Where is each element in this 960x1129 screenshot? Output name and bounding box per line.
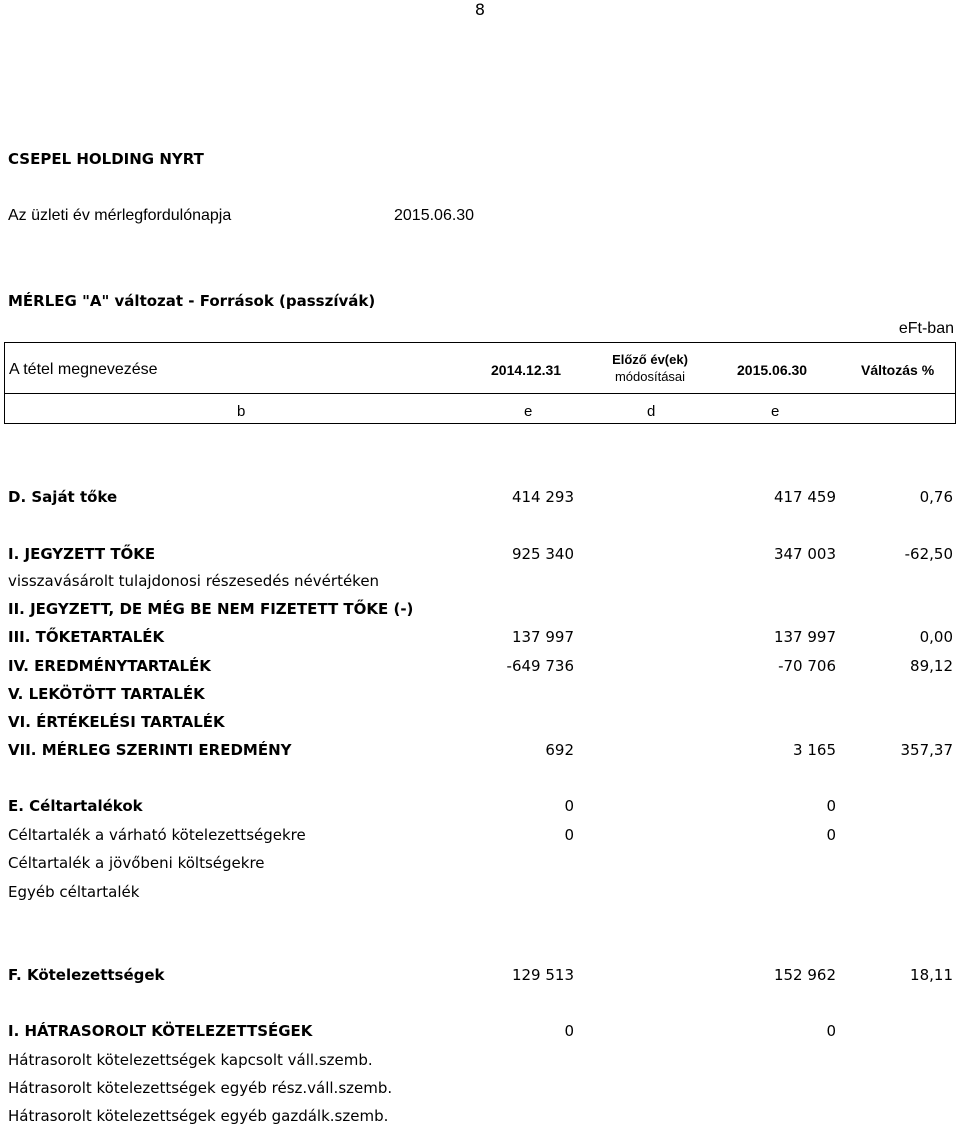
row-label: D. Saját tőke [8, 488, 118, 506]
table-row [0, 966, 960, 988]
value-2015-06-30: 347 003 [773, 545, 836, 563]
value-change-percent: 18,11 [910, 966, 953, 984]
header-sub-col2: d [647, 403, 656, 420]
table-row [0, 545, 960, 567]
header-prior-adjustments-line2: módosításai [614, 369, 686, 384]
table-row [0, 1051, 960, 1073]
row-label: visszavásárolt tulajdonosi részesedés névértéken [8, 572, 380, 590]
company-name: CSEPEL HOLDING NYRT [8, 150, 204, 168]
value-2014-12-31: 925 340 [511, 545, 574, 563]
value-2014-12-31: -649 736 [506, 657, 574, 675]
value-2015-06-30: 3 165 [793, 741, 836, 759]
header-divider [5, 393, 955, 394]
table-row [0, 685, 960, 707]
value-2014-12-31: 0 [564, 797, 574, 815]
row-label: IV. EREDMÉNYTARTALÉK [8, 657, 211, 675]
value-change-percent: 357,37 [900, 741, 953, 759]
row-label: Hátrasorolt kötelezettségek kapcsolt váll.szemb. [8, 1051, 373, 1069]
value-2014-12-31: 129 513 [511, 966, 574, 984]
table-row [0, 628, 960, 650]
header-prior-adjustments-line1: Előző év(ek) [612, 352, 688, 367]
row-label: I. JEGYZETT TŐKE [8, 545, 156, 563]
table-row [0, 883, 960, 905]
header-item-name: A tétel megnevezése [9, 361, 158, 378]
table-row [0, 713, 960, 735]
row-label: VII. MÉRLEG SZERINTI EREDMÉNY [8, 741, 292, 759]
header-prior-adjustments [595, 351, 705, 385]
header-current-year: 2015.06.30 [737, 362, 808, 378]
header-sub-col3: e [771, 403, 780, 420]
row-label: Céltartalék a várható kötelezettségekre [8, 826, 306, 844]
balance-date-label: Az üzleti év mérlegfordulónapja [8, 207, 232, 224]
table-row [0, 1107, 960, 1129]
currency-unit: eFt-ban [898, 320, 954, 337]
table-row [0, 488, 960, 510]
row-label: III. TŐKETARTALÉK [8, 628, 165, 646]
row-label: I. HÁTRASOROLT KÖTELEZETTSÉGEK [8, 1022, 313, 1040]
table-header [4, 342, 956, 424]
value-2015-06-30: -70 706 [778, 657, 836, 675]
value-change-percent: 89,12 [910, 657, 953, 675]
row-label: Hátrasorolt kötelezettségek egyéb rész.váll.szemb. [8, 1079, 393, 1097]
report-title: MÉRLEG "A" változat - Források (passzívák) [8, 292, 376, 310]
page-number: 8 [474, 0, 486, 19]
row-label: Hátrasorolt kötelezettségek egyéb gazdálk.szemb. [8, 1107, 389, 1125]
header-sub-col1: e [524, 403, 533, 420]
table-row [0, 854, 960, 876]
value-2014-12-31: 414 293 [511, 488, 574, 506]
header-change-percent: Változás % [861, 362, 935, 378]
value-change-percent: 0,76 [919, 488, 953, 506]
value-2014-12-31: 0 [564, 1022, 574, 1040]
value-2015-06-30: 0 [826, 797, 836, 815]
row-label: F. Kötelezettségek [8, 966, 165, 984]
value-2015-06-30: 0 [826, 826, 836, 844]
table-row [0, 1079, 960, 1101]
row-label: VI. ÉRTÉKELÉSI TARTALÉK [8, 713, 225, 731]
table-row [0, 797, 960, 819]
row-label: II. JEGYZETT, DE MÉG BE NEM FIZETETT TŐKE (-) [8, 600, 414, 618]
value-2015-06-30: 0 [826, 1022, 836, 1040]
header-prev-year: 2014.12.31 [491, 362, 562, 378]
table-row [0, 572, 960, 594]
header-sub-name: b [237, 403, 246, 420]
row-label: V. LEKÖTÖTT TARTALÉK [8, 685, 205, 703]
value-change-percent: -62,50 [904, 545, 953, 563]
balance-date-value: 2015.06.30 [394, 207, 475, 224]
table-row [0, 826, 960, 848]
row-label: Céltartalék a jövőbeni költségekre [8, 854, 265, 872]
value-2014-12-31: 137 997 [511, 628, 574, 646]
value-2014-12-31: 692 [545, 741, 574, 759]
value-2015-06-30: 152 962 [773, 966, 836, 984]
table-row [0, 600, 960, 622]
value-change-percent: 0,00 [919, 628, 953, 646]
table-row [0, 741, 960, 763]
value-2014-12-31: 0 [564, 826, 574, 844]
row-label: Egyéb céltartalék [8, 883, 140, 901]
table-row [0, 657, 960, 679]
value-2015-06-30: 417 459 [773, 488, 836, 506]
table-row [0, 1022, 960, 1044]
row-label: E. Céltartalékok [8, 797, 143, 815]
value-2015-06-30: 137 997 [773, 628, 836, 646]
